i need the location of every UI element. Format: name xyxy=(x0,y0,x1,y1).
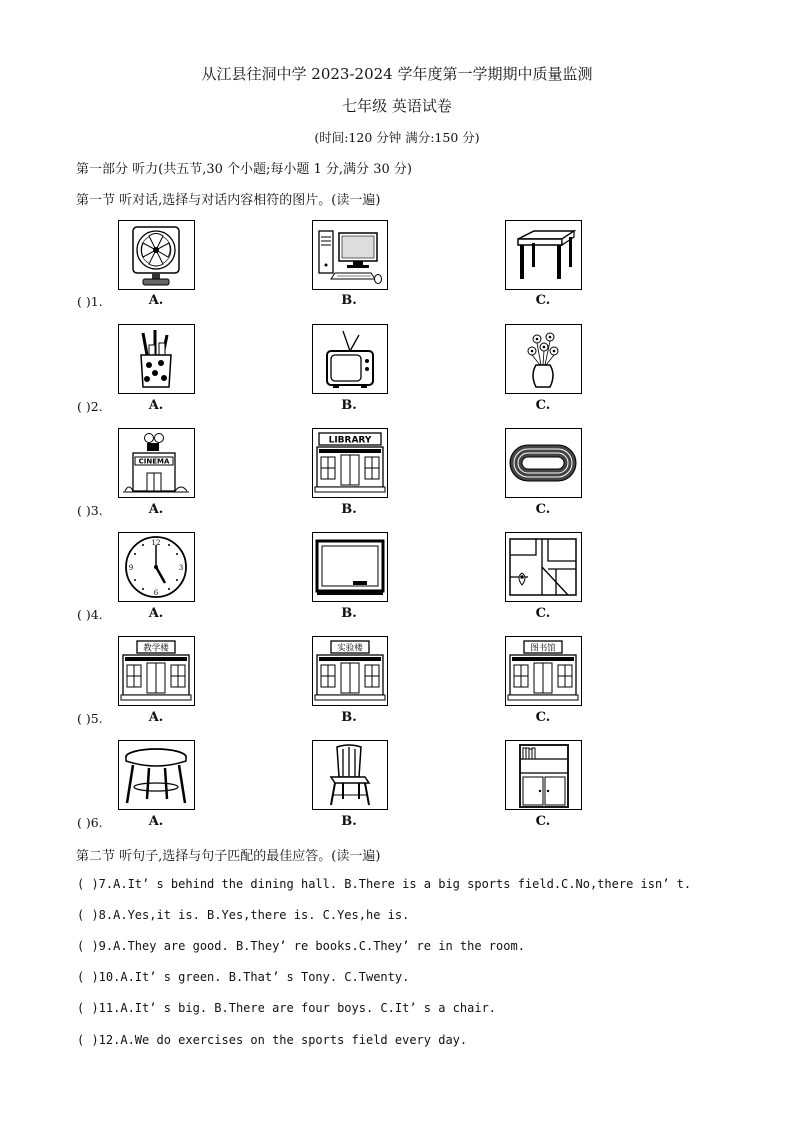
section1-heading: 第一节 听对话,选择与对话内容相符的图片。(读一遍) xyxy=(76,193,381,208)
pencil-cup-icon xyxy=(119,325,194,393)
clock-picture[interactable] xyxy=(118,532,195,602)
building-sign-text: 教学楼 xyxy=(143,643,169,654)
option-c-label: C. xyxy=(535,606,551,621)
lab-building-picture[interactable] xyxy=(312,636,388,706)
answer-paren[interactable]: ( )6. xyxy=(77,815,103,830)
option-a-label: A. xyxy=(148,606,164,621)
answer-paren[interactable]: ( )2. xyxy=(77,399,103,414)
teaching-building-icon xyxy=(119,637,194,705)
library-building-picture[interactable] xyxy=(505,636,582,706)
map-icon xyxy=(506,533,581,601)
option-c-label: C. xyxy=(535,710,551,725)
question-11: ( )11.A.It’ s big. B.There are four boys. C.It’ s a chair. xyxy=(77,1001,497,1015)
table-picture[interactable] xyxy=(505,220,582,290)
part1-heading: 第一部分 听力(共五节,30 个小题;每小题 1 分,满分 30 分) xyxy=(76,162,412,177)
time-info: (时间:120 分钟 满分:150 分) xyxy=(314,130,480,145)
question-10: ( )10.A.It’ s green. B.That’ s Tony. C.Twenty. xyxy=(77,970,410,984)
option-b-label: B. xyxy=(341,293,357,308)
bookcase-picture[interactable] xyxy=(505,740,582,810)
library-icon xyxy=(313,429,387,497)
question-9: ( )9.A.They are good. B.They’ re books.C.They’ re in the room. xyxy=(77,939,525,953)
fan-icon xyxy=(119,221,194,289)
running-track-picture[interactable] xyxy=(505,428,582,498)
tv-picture[interactable] xyxy=(312,324,388,394)
lab-building-icon xyxy=(313,637,387,705)
cinema-picture[interactable] xyxy=(118,428,195,498)
answer-paren[interactable]: ( )3. xyxy=(77,503,103,518)
clock-numeral: 12 xyxy=(151,539,161,547)
tv-icon xyxy=(313,325,387,393)
computer-picture[interactable] xyxy=(312,220,388,290)
option-b-label: B. xyxy=(341,814,357,829)
question-7: ( )7.A.It’ s behind the dining hall. B.There is a big sports field.C.No,there isn’ t. xyxy=(77,877,692,891)
blackboard-picture[interactable] xyxy=(312,532,388,602)
option-a-label: A. xyxy=(148,814,164,829)
cinema-icon xyxy=(119,429,194,497)
round-table-picture[interactable] xyxy=(118,740,195,810)
round-table-icon xyxy=(119,741,194,809)
clock-numeral: 3 xyxy=(178,564,184,572)
option-a-label: A. xyxy=(148,502,164,517)
exam-title: 从江县往洞中学 2023-2024 学年度第一学期期中质量监测 xyxy=(201,65,593,83)
library-building-icon xyxy=(506,637,581,705)
teaching-building-picture[interactable] xyxy=(118,636,195,706)
option-c-label: C. xyxy=(535,502,551,517)
answer-paren[interactable]: ( )5. xyxy=(77,711,103,726)
option-b-label: B. xyxy=(341,398,357,413)
option-a-label: A. xyxy=(148,398,164,413)
cinema-sign-text: CINEMA xyxy=(138,457,170,466)
table-icon xyxy=(506,221,581,289)
blackboard-icon xyxy=(313,533,387,601)
answer-paren[interactable]: ( )1. xyxy=(77,294,103,309)
flower-vase-icon xyxy=(506,325,581,393)
question-8: ( )8.A.Yes,it is. B.Yes,there is. C.Yes,he is. xyxy=(77,908,410,922)
option-c-label: C. xyxy=(535,814,551,829)
flower-vase-picture[interactable] xyxy=(505,324,582,394)
option-b-label: B. xyxy=(341,502,357,517)
bookcase-icon xyxy=(506,741,581,809)
exam-subtitle: 七年级 英语试卷 xyxy=(342,97,452,115)
computer-icon xyxy=(313,221,387,289)
library-picture[interactable] xyxy=(312,428,388,498)
option-b-label: B. xyxy=(341,606,357,621)
building-sign-text: 图书馆 xyxy=(530,643,556,654)
option-b-label: B. xyxy=(341,710,357,725)
pencil-cup-picture[interactable] xyxy=(118,324,195,394)
fan-picture[interactable] xyxy=(118,220,195,290)
answer-paren[interactable]: ( )4. xyxy=(77,607,103,622)
option-a-label: A. xyxy=(148,293,164,308)
option-a-label: A. xyxy=(148,710,164,725)
running-track-icon xyxy=(506,429,581,497)
clock-numeral: 6 xyxy=(153,589,159,597)
clock-icon xyxy=(119,533,194,601)
chair-icon xyxy=(313,741,387,809)
map-picture[interactable] xyxy=(505,532,582,602)
section2-heading: 第二节 听句子,选择与句子匹配的最佳应答。(读一遍) xyxy=(76,849,381,864)
option-c-label: C. xyxy=(535,398,551,413)
chair-picture[interactable] xyxy=(312,740,388,810)
option-c-label: C. xyxy=(535,293,551,308)
question-12: ( )12.A.We do exercises on the sports field every day. xyxy=(77,1033,468,1047)
clock-numeral: 9 xyxy=(128,564,134,572)
building-sign-text: 实验楼 xyxy=(337,643,363,654)
library-sign-text: LIBRARY xyxy=(328,435,372,446)
